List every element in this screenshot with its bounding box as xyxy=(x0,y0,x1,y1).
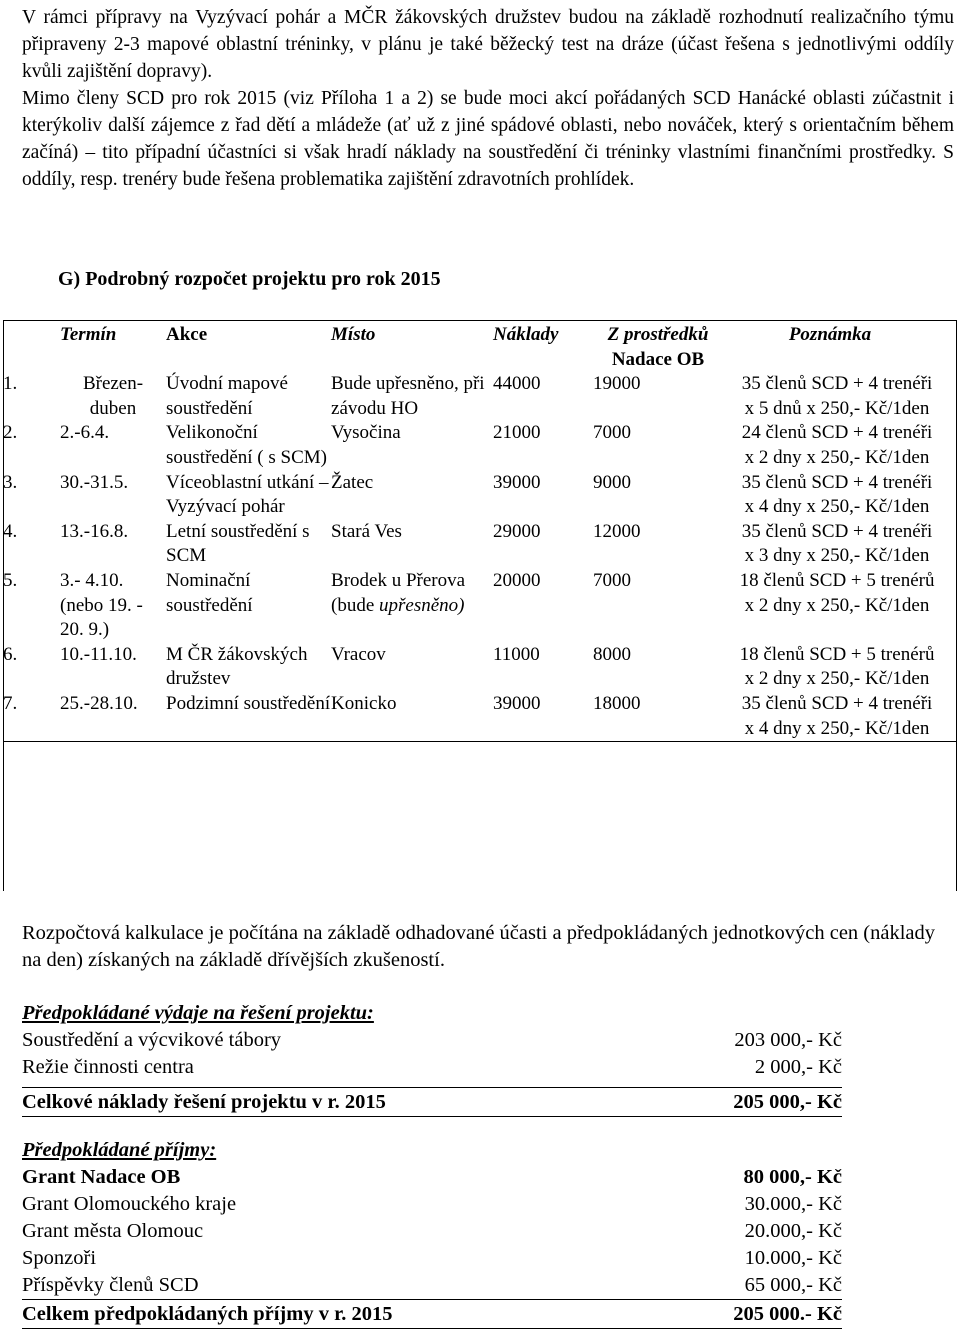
row-note: 18 členů SCD + 5 trenérů x 2 dny x 250,- Kč/1den xyxy=(739,643,935,690)
intro-paragraph-2: Mimo členy SCD pro rok 2015 (viz Příloha 1 a 2) se bude moci akcí pořádaných SCD Hanácké oblasti zúčastnit i kterýkoliv další zájemce z řad dětí a mládeže (ať už z jiné spádové oblasti, nebo nováček, který s orientačním během začíná) – tito případní účastníci si však hradí náklady na soustředění či tréninky vlastními finančními prostředky. S oddíly, resp. trenéry bude řešena problematika zajištění zdravotních prohlídek. xyxy=(22,88,954,190)
incomes-total-row xyxy=(22,1299,842,1329)
income-amount: 10.000,- Kč xyxy=(744,1247,842,1269)
income-row xyxy=(22,1164,842,1191)
row-event: Letní soustředění s SCM xyxy=(166,520,310,567)
table-row xyxy=(3,692,957,742)
income-row xyxy=(22,1218,842,1245)
row-place: Žatec xyxy=(331,471,374,493)
calculation-note xyxy=(22,920,942,974)
expenses-total-row xyxy=(22,1087,842,1117)
table-top-border xyxy=(3,320,957,321)
table-row xyxy=(3,520,957,569)
row-date: 25.-28.10. xyxy=(60,692,166,742)
table-row xyxy=(3,569,957,643)
row-grant: 7000 xyxy=(593,422,632,444)
income-amount: 30.000,- Kč xyxy=(744,1193,842,1215)
row-note: 35 členů SCD + 4 trenéři x 4 dny x 250,- Kč/1den xyxy=(741,471,933,518)
table-row xyxy=(3,421,957,470)
income-label: Grant města Olomouc xyxy=(22,1220,204,1242)
row-date: 13.-16.8. xyxy=(60,520,129,542)
expenses-heading: Předpokládané výdaje na řešení projektu: xyxy=(22,1002,374,1024)
row-cost: 44000 xyxy=(493,373,541,395)
row-cost: 39000 xyxy=(493,692,593,742)
row-grant: 7000 xyxy=(593,569,632,591)
incomes-total-amount: 205 000.- Kč xyxy=(733,1303,842,1325)
row-date: 10.-11.10. xyxy=(60,643,137,665)
section-heading: G) Podrobný rozpočet projektu pro rok 2015 xyxy=(58,268,441,290)
row-event: Podzimní soustředění xyxy=(166,692,331,742)
row-number: 4. xyxy=(3,520,18,542)
row-number: 6. xyxy=(3,643,18,665)
expense-label: Režie činnosti centra xyxy=(22,1056,194,1078)
row-place-italic: upřesněno) xyxy=(379,594,465,616)
income-amount: 80 000,- Kč xyxy=(743,1166,842,1188)
row-date: 30.-31.5. xyxy=(60,471,129,493)
header-naklady: Náklady xyxy=(493,324,559,345)
budget-table xyxy=(3,323,957,742)
intro-text xyxy=(22,4,954,193)
row-grant: 9000 xyxy=(593,471,632,493)
incomes-heading: Předpokládané příjmy: xyxy=(22,1139,217,1161)
header-nadace: Nadace OB xyxy=(611,348,705,370)
income-row xyxy=(22,1272,842,1299)
income-row xyxy=(22,1245,842,1272)
table-row xyxy=(3,372,957,421)
header-akce: Akce xyxy=(166,324,208,345)
row-number: 5. xyxy=(3,569,18,591)
incomes-section xyxy=(22,1137,842,1329)
expense-row xyxy=(22,1054,842,1081)
income-amount: 20.000,- Kč xyxy=(744,1220,842,1242)
expense-amount: 2 000,- Kč xyxy=(754,1056,842,1078)
row-number: 3. xyxy=(3,471,18,493)
incomes-total-label: Celkem předpokládaných příjmy v r. 2015 xyxy=(22,1303,393,1325)
expenses-section xyxy=(22,1000,842,1117)
row-cost: 21000 xyxy=(493,422,541,444)
row-date: 3.- 4.10. (nebo 19. - 20. 9.) xyxy=(60,569,143,641)
row-place: Konicko xyxy=(331,692,493,742)
expense-amount: 203 000,- Kč xyxy=(734,1029,842,1051)
row-event: Nominační soustředění xyxy=(166,569,253,616)
row-note: 35 členů SCD + 4 trenéři x 5 dnů x 250,- Kč/1den xyxy=(741,373,933,419)
row-cost: 39000 xyxy=(493,471,541,493)
row-event: Velikonoční soustředění ( s SCM) xyxy=(166,422,327,468)
header-poznamka: Poznámka xyxy=(788,324,872,345)
income-label: Příspěvky členů SCD xyxy=(22,1274,199,1296)
header-termin: Termín xyxy=(60,324,117,345)
income-label: Grant Olomouckého kraje xyxy=(22,1193,237,1215)
row-place: Brodek u Přerova (bude upřesněno) xyxy=(331,569,466,616)
row-date: Březen-duben xyxy=(82,373,144,419)
row-note: 35 členů SCD + 4 trenéři x 3 dny x 250,- Kč/1den xyxy=(741,520,933,567)
row-number: 2. xyxy=(3,422,18,444)
row-number: 7. xyxy=(3,692,60,742)
row-date: 2.-6.4. xyxy=(60,422,110,444)
row-event: Víceoblastní utkání – Vyzývací pohár xyxy=(166,471,329,518)
row-note: 35 členů SCD + 4 trenéři x 4 dny x 250,- Kč/1den xyxy=(733,692,957,742)
header-z-prostredku: Z prostředků xyxy=(607,324,709,345)
row-grant: 12000 xyxy=(593,520,641,542)
intro-paragraph-1: V rámci přípravy na Vyzývací pohár a MČR žákovských družstev budou na základě rozhodnutí realizačního týmu připraveny 2-3 mapové oblastní tréninky, v plánu je také běžecký test na dráze (účast řešena s jednotlivými oddíly kvůli zajištění dopravy). xyxy=(22,7,954,82)
row-cost: 29000 xyxy=(493,520,541,542)
table-header-row xyxy=(3,323,957,372)
row-grant: 8000 xyxy=(593,643,632,665)
row-note: 18 členů SCD + 5 trenérů x 2 dny x 250,- Kč/1den xyxy=(739,569,935,616)
row-place: Vysočina xyxy=(331,422,401,444)
row-place: Bude upřesněno, při závodu HO xyxy=(331,373,485,419)
row-cost: 11000 xyxy=(493,643,540,665)
row-event: Úvodní mapové soustředění xyxy=(166,373,288,419)
table-row xyxy=(3,643,957,692)
row-grant: 18000 xyxy=(593,692,733,742)
row-number: 1. xyxy=(3,373,18,395)
header-misto: Místo xyxy=(331,324,376,345)
row-grant: 19000 xyxy=(593,373,641,395)
expenses-total-amount: 205 000,- Kč xyxy=(733,1091,842,1113)
table-row xyxy=(3,471,957,520)
row-note: 24 členů SCD + 4 trenéři x 2 dny x 250,- Kč/1den xyxy=(741,422,933,468)
calculation-note-text: Rozpočtová kalkulace je počítána na základě odhadované účasti a předpokládaných jednotkových cen (náklady na den) získaných na základě dřívějších zkušeností. xyxy=(22,922,936,971)
row-event: M ČR žákovských družstev xyxy=(166,643,308,690)
income-label: Sponzoři xyxy=(22,1247,97,1269)
expense-label: Soustředění a výcvikové tábory xyxy=(22,1029,282,1051)
row-place: Stará Ves xyxy=(331,520,402,542)
expense-row xyxy=(22,1027,842,1054)
row-cost: 20000 xyxy=(493,569,541,591)
row-place: Vracov xyxy=(331,643,386,665)
income-label: Grant Nadace OB xyxy=(22,1166,181,1188)
expenses-total-label: Celkové náklady řešení projektu v r. 2015 xyxy=(22,1091,386,1113)
income-row xyxy=(22,1191,842,1218)
income-amount: 65 000,- Kč xyxy=(744,1274,842,1296)
